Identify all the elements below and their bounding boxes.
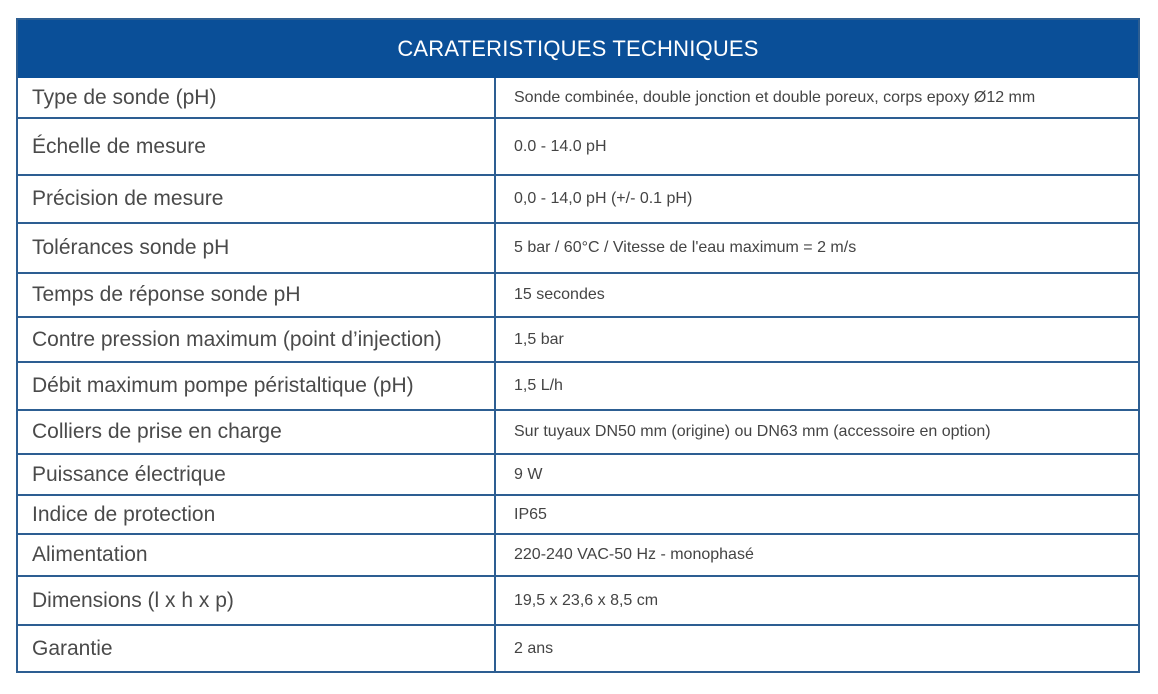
row-value: 5 bar / 60°C / Vitesse de l'eau maximum = 2 m/s xyxy=(514,239,857,256)
table-row xyxy=(18,78,1138,117)
table-row xyxy=(18,222,1138,272)
row-label: Échelle de mesure xyxy=(18,119,496,174)
table-row xyxy=(18,494,1138,533)
row-value: 15 secondes xyxy=(514,286,605,303)
row-label: Débit maximum pompe péristaltique (pH) xyxy=(18,363,496,409)
row-value: Sonde combinée, double jonction et double poreux, corps epoxy Ø12 mm xyxy=(514,88,1036,106)
spec-table xyxy=(16,18,1140,673)
row-value: 1,5 L/h xyxy=(514,377,563,394)
row-value: IP65 xyxy=(514,505,547,523)
table-row xyxy=(18,117,1138,174)
table-row xyxy=(18,174,1138,222)
table-row xyxy=(18,533,1138,575)
row-value: 2 ans xyxy=(514,639,554,657)
row-value: Sur tuyaux DN50 mm (origine) ou DN63 mm (accessoire en option) xyxy=(514,423,991,440)
row-value: 9 W xyxy=(514,465,543,483)
table-row xyxy=(18,316,1138,361)
row-label: Alimentation xyxy=(18,535,496,575)
row-value: 0.0 - 14.0 pH xyxy=(514,137,607,155)
row-label: Puissance électrique xyxy=(18,455,496,494)
table-header xyxy=(18,20,1138,78)
table-row xyxy=(18,361,1138,409)
row-label: Contre pression maximum (point d’injection) xyxy=(18,318,496,361)
row-value: 19,5 x 23,6 x 8,5 cm xyxy=(514,591,659,609)
row-label: Dimensions (l x h x p) xyxy=(18,577,496,624)
table-row xyxy=(18,624,1138,671)
row-label: Colliers de prise en charge xyxy=(18,411,496,453)
row-value: 1,5 bar xyxy=(514,330,564,348)
row-value: 220-240 VAC-50 Hz - monophasé xyxy=(514,546,754,563)
row-label: Précision de mesure xyxy=(18,176,496,222)
row-value: 0,0 - 14,0 pH (+/- 0.1 pH) xyxy=(514,190,693,207)
row-label: Garantie xyxy=(18,626,496,671)
spec-rows xyxy=(18,78,1138,671)
row-label: Type de sonde (pH) xyxy=(18,78,496,117)
row-label: Tolérances sonde pH xyxy=(18,224,496,272)
table-row xyxy=(18,272,1138,316)
row-label: Indice de protection xyxy=(18,496,496,533)
table-title: CARATERISTIQUES TECHNIQUES xyxy=(397,36,759,61)
table-row xyxy=(18,453,1138,494)
table-row xyxy=(18,409,1138,453)
row-label: Temps de réponse sonde pH xyxy=(18,274,496,316)
table-row xyxy=(18,575,1138,624)
